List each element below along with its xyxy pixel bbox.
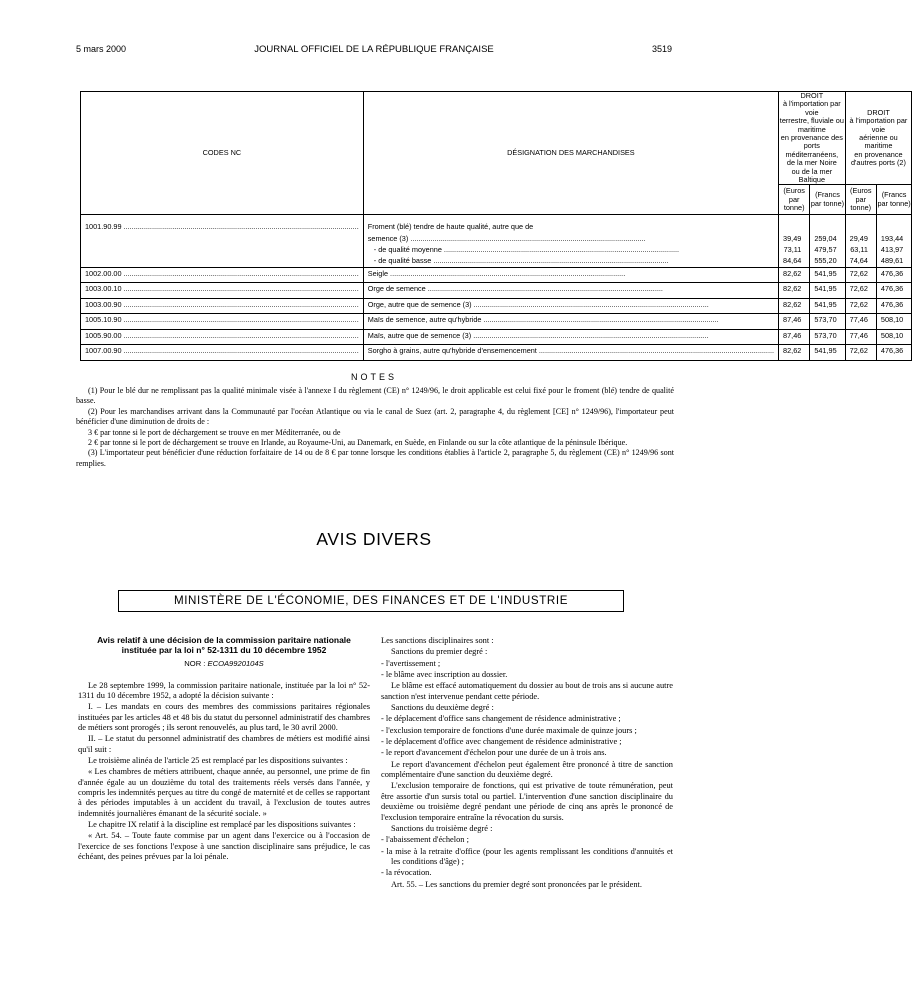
unit-franc-2: (Francs par tonne)	[876, 185, 911, 215]
row-designation: Maïs de semence, autre qu'hybride .....	[368, 314, 774, 325]
cell-value: 72,62	[849, 268, 868, 278]
cell-value: 73,11	[783, 245, 802, 255]
cell-value: 87,46	[783, 330, 802, 340]
list-item: - la mise à la retraite d'office (pour les agents remplissant les conditions d'annuités et les conditions d'âge) ;	[381, 846, 673, 866]
cell-value: 82,62	[783, 284, 802, 294]
cell-value: 489,61	[880, 256, 904, 266]
cell-value: 479,57	[814, 245, 837, 255]
list-item: - l'exclusion temporaire de fonctions d'une durée maximale de quinze jours ;	[381, 725, 637, 735]
ministry-banner: MINISTÈRE DE L'ÉCONOMIE, DES FINANCES ET DE L'INDUSTRIE	[118, 590, 624, 612]
row-designation: Froment (blé) tendre de haute qualité, autre que de	[367, 222, 534, 232]
paragraph: L'exclusion temporaire de fonctions, qui est privative de toute rémunération, peut être assortie d'un sursis total ou partiel. L'intervention d'une sanction disciplinaire du deuxième ou troisième degré pendant une période de cinq ans après le prononcé de l'exclusion temporaire entraîne la révocation du sursis.	[381, 781, 673, 822]
col-header-group2: DROIT à l'importation par voie aérienne ou maritime en provenance d'autres ports (2)	[845, 92, 912, 185]
paragraph: Le 28 septembre 1999, la commission paritaire nationale, instituée par la loi n° 52-1311 du 10 décembre 1952, a adopté la décision suivante :	[78, 680, 370, 700]
table-row	[81, 298, 912, 314]
list-item: - le déplacement d'office avec changement de résidence administrative ;	[381, 737, 622, 747]
paragraph: I. – Les mandats en cours des membres des commissions paritaires régionales instituées par les articles 48 et 48 bis du statut du personnel administratif des chambres de métiers sont prorogés ; ils seront renouvelés, au plus tard, le 30 avril 2000.	[78, 702, 370, 732]
header-date: 5 mars 2000	[76, 44, 127, 54]
row-code: 1003.00.10 .....	[85, 283, 359, 294]
row-designation: semence (3) .....	[368, 233, 774, 244]
cell-value: 63,11	[850, 245, 868, 255]
list-item: - le déplacement d'office sans changement de résidence administrative ;	[381, 714, 621, 724]
note-item: (1) Pour le blé dur ne remplissant pas la qualité minimale visée à l'annexe I du règlement (CE) n° 1249/96, le droit applicable est celui fixé pour le froment (blé) tendre de qualité basse.	[76, 386, 674, 406]
table-row	[81, 329, 912, 345]
paragraph: Les sanctions disciplinaires sont :	[381, 636, 494, 645]
header-page-number: 3519	[651, 44, 672, 54]
cell-value: 508,10	[880, 330, 904, 340]
table-row	[81, 283, 912, 299]
cell-value: 72,62	[849, 299, 868, 309]
table-row	[81, 314, 912, 330]
row-designation: Seigle .....	[368, 268, 774, 279]
row-code: 1007.00.90 .....	[85, 345, 359, 356]
paragraph: Le chapitre IX relatif à la discipline est remplacé par les dispositions suivantes :	[88, 820, 356, 829]
cell-value: 72,62	[849, 346, 868, 356]
paragraph: Le blâme est effacé automatiquement du dossier au bout de trois ans si aucune autre sanction n'est intervenue pendant cette période.	[381, 681, 673, 701]
paragraph: « Les chambres de métiers attribuent, chaque année, au personnel, une prime de fin d'année égale au un douzième du total des traitements réels versés dans l'année, y compris les indemnités perçues au titre du congé de maternité et de celles se rapportant à des périodes imputables à un accident du travail, à l'exclusion de toutes autres indemnités journalières émanant de la sécurité sociale. »	[78, 767, 370, 818]
unit-franc-1: (Francs par tonne)	[810, 185, 845, 215]
section-title: AVIS DIVERS	[316, 529, 432, 549]
list-item: - l'abaissement d'échelon ;	[381, 835, 469, 845]
unit-euro-1: (Euros par tonne)	[779, 185, 810, 215]
list-item: - l'avertissement ;	[381, 658, 441, 668]
table-row	[81, 345, 912, 361]
row-designation: - de qualité moyenne .....	[368, 244, 774, 255]
cell-value: 541,95	[814, 299, 837, 309]
col-header-designation: DÉSIGNATION DES MARCHANDISES	[363, 92, 778, 215]
nor-reference: NOR : ECOA9920104S	[184, 659, 264, 669]
cell-value: 77,46	[849, 330, 868, 340]
header-journal-title: JOURNAL OFFICIEL DE LA RÉPUBLIQUE FRANÇAISE	[254, 44, 494, 55]
list-item: - la révocation.	[381, 868, 432, 878]
cell-value: 74,64	[849, 256, 868, 266]
note-item: 3 € par tonne si le port de déchargement se trouve en mer Méditerranée, ou de	[88, 427, 341, 437]
decision-title: Avis relatif à une décision de la commission paritaire nationale instituée par la loi n° 52-1311 du 10 décembre 1952	[97, 635, 351, 655]
right-column	[381, 636, 673, 891]
list-item: - le report d'avancement d'échelon pour une durée de un à trois ans.	[381, 748, 607, 758]
note-item: (3) L'importateur peut bénéficier d'une réduction forfaitaire de 14 ou de 8 € par tonne lorsque les conditions établies à l'article 2, paragraphe 5, du règlement (CE) n° 1249/96 sont remplies.	[76, 448, 674, 468]
cell-value: 476,36	[880, 299, 904, 309]
paragraph: Sanctions du troisième degré :	[391, 823, 493, 833]
paragraph: Le report d'avancement d'échelon peut également être prononcé à titre de sanction complémentaire d'une sanction du deuxième degré.	[381, 759, 673, 780]
note-item: 2 € par tonne si le port de déchargement se trouve en Irlande, au Royaume-Uni, au Danemark, en Suède, en Finlande ou sur la côte atlantique de la péninsule Ibérique.	[88, 438, 628, 448]
cell-value: 476,36	[880, 268, 904, 278]
list-item: - le blâme avec inscription au dossier.	[381, 670, 508, 680]
paragraph: Sanctions du premier degré :	[391, 647, 488, 657]
col-header-group1: DROIT à l'importation par voie terrestre, fluviale ou maritime en provenance des ports méditerranéens, de la mer Noire ou de la mer Baltique	[779, 91, 844, 184]
paragraph: « Art. 54. – Toute faute commise par un agent dans l'exercice ou à l'occasion de l'exercice de ses fonctions l'expose à une sanction disciplinaire sans préjudice, le cas échéant, des peines prévues par la loi pénale.	[78, 831, 370, 862]
cell-value: 541,95	[814, 268, 837, 278]
table-row	[81, 215, 912, 268]
row-designation: Orge, autre que de semence (3) .....	[368, 299, 774, 310]
paragraph: Le troisième alinéa de l'article 25 est remplacé par les dispositions suivantes :	[88, 755, 348, 765]
paragraph: Sanctions du deuxième degré :	[391, 703, 494, 713]
row-designation: Maïs, autre que de semence (3) .....	[368, 330, 774, 341]
cell-value: 555,20	[814, 256, 837, 266]
row-code: 1001.90.99 .....	[85, 221, 359, 232]
notes-block	[76, 386, 674, 469]
unit-euro-2: (Euros par tonne)	[845, 185, 876, 215]
table-row	[81, 267, 912, 283]
cell-value: 84,64	[783, 256, 802, 266]
row-designation: Sorgho à grains, autre qu'hybride d'ensemencement .....	[368, 345, 774, 356]
row-code: 1005.90.00 .....	[85, 330, 359, 341]
cell-value: 82,62	[783, 346, 802, 356]
cell-value: 87,46	[783, 315, 802, 325]
cell-value: 541,95	[814, 284, 837, 294]
paragraph: Art. 55. – Les sanctions du premier degré sont prononcées par le président.	[391, 879, 642, 889]
notes-heading: NOTES	[350, 372, 397, 382]
cell-value: 476,36	[880, 346, 904, 356]
note-item: (2) Pour les marchandises arrivant dans la Communauté par l'océan Atlantique ou via le canal de Suez (art. 2, paragraphe 4, du règlement [CE] n° 1249/96), l'importateur peut bénéficier d'une diminution de droits de :	[76, 406, 674, 427]
cell-value: 508,10	[880, 315, 904, 325]
cell-value: 573,70	[814, 330, 837, 340]
tariff-table	[80, 91, 912, 361]
row-code: 1003.00.90 .....	[85, 299, 359, 310]
cell-value: 82,62	[783, 299, 802, 309]
cell-value: 413,97	[880, 245, 904, 255]
cell-value: 39,49	[783, 233, 802, 243]
cell-value: 476,36	[880, 284, 904, 294]
cell-value: 82,62	[783, 268, 802, 278]
cell-value: 259,04	[814, 233, 837, 243]
row-code: 1002.00.00 .....	[85, 268, 359, 279]
row-designation: Orge de semence .....	[368, 283, 774, 294]
cell-value: 193,44	[880, 233, 904, 243]
row-code: 1005.10.90 .....	[85, 314, 359, 325]
cell-value: 541,95	[814, 346, 837, 356]
cell-value: 77,46	[849, 315, 868, 325]
col-header-codes: CODES NC	[81, 92, 364, 215]
cell-value: 29,49	[849, 233, 868, 243]
cell-value: 72,62	[849, 284, 868, 294]
row-designation: - de qualité basse .....	[368, 255, 774, 266]
cell-value: 573,70	[814, 315, 837, 325]
left-column	[78, 636, 370, 863]
paragraph: II. – Le statut du personnel administratif des chambres de métiers est modifié ainsi qu'il suit :	[78, 734, 370, 754]
